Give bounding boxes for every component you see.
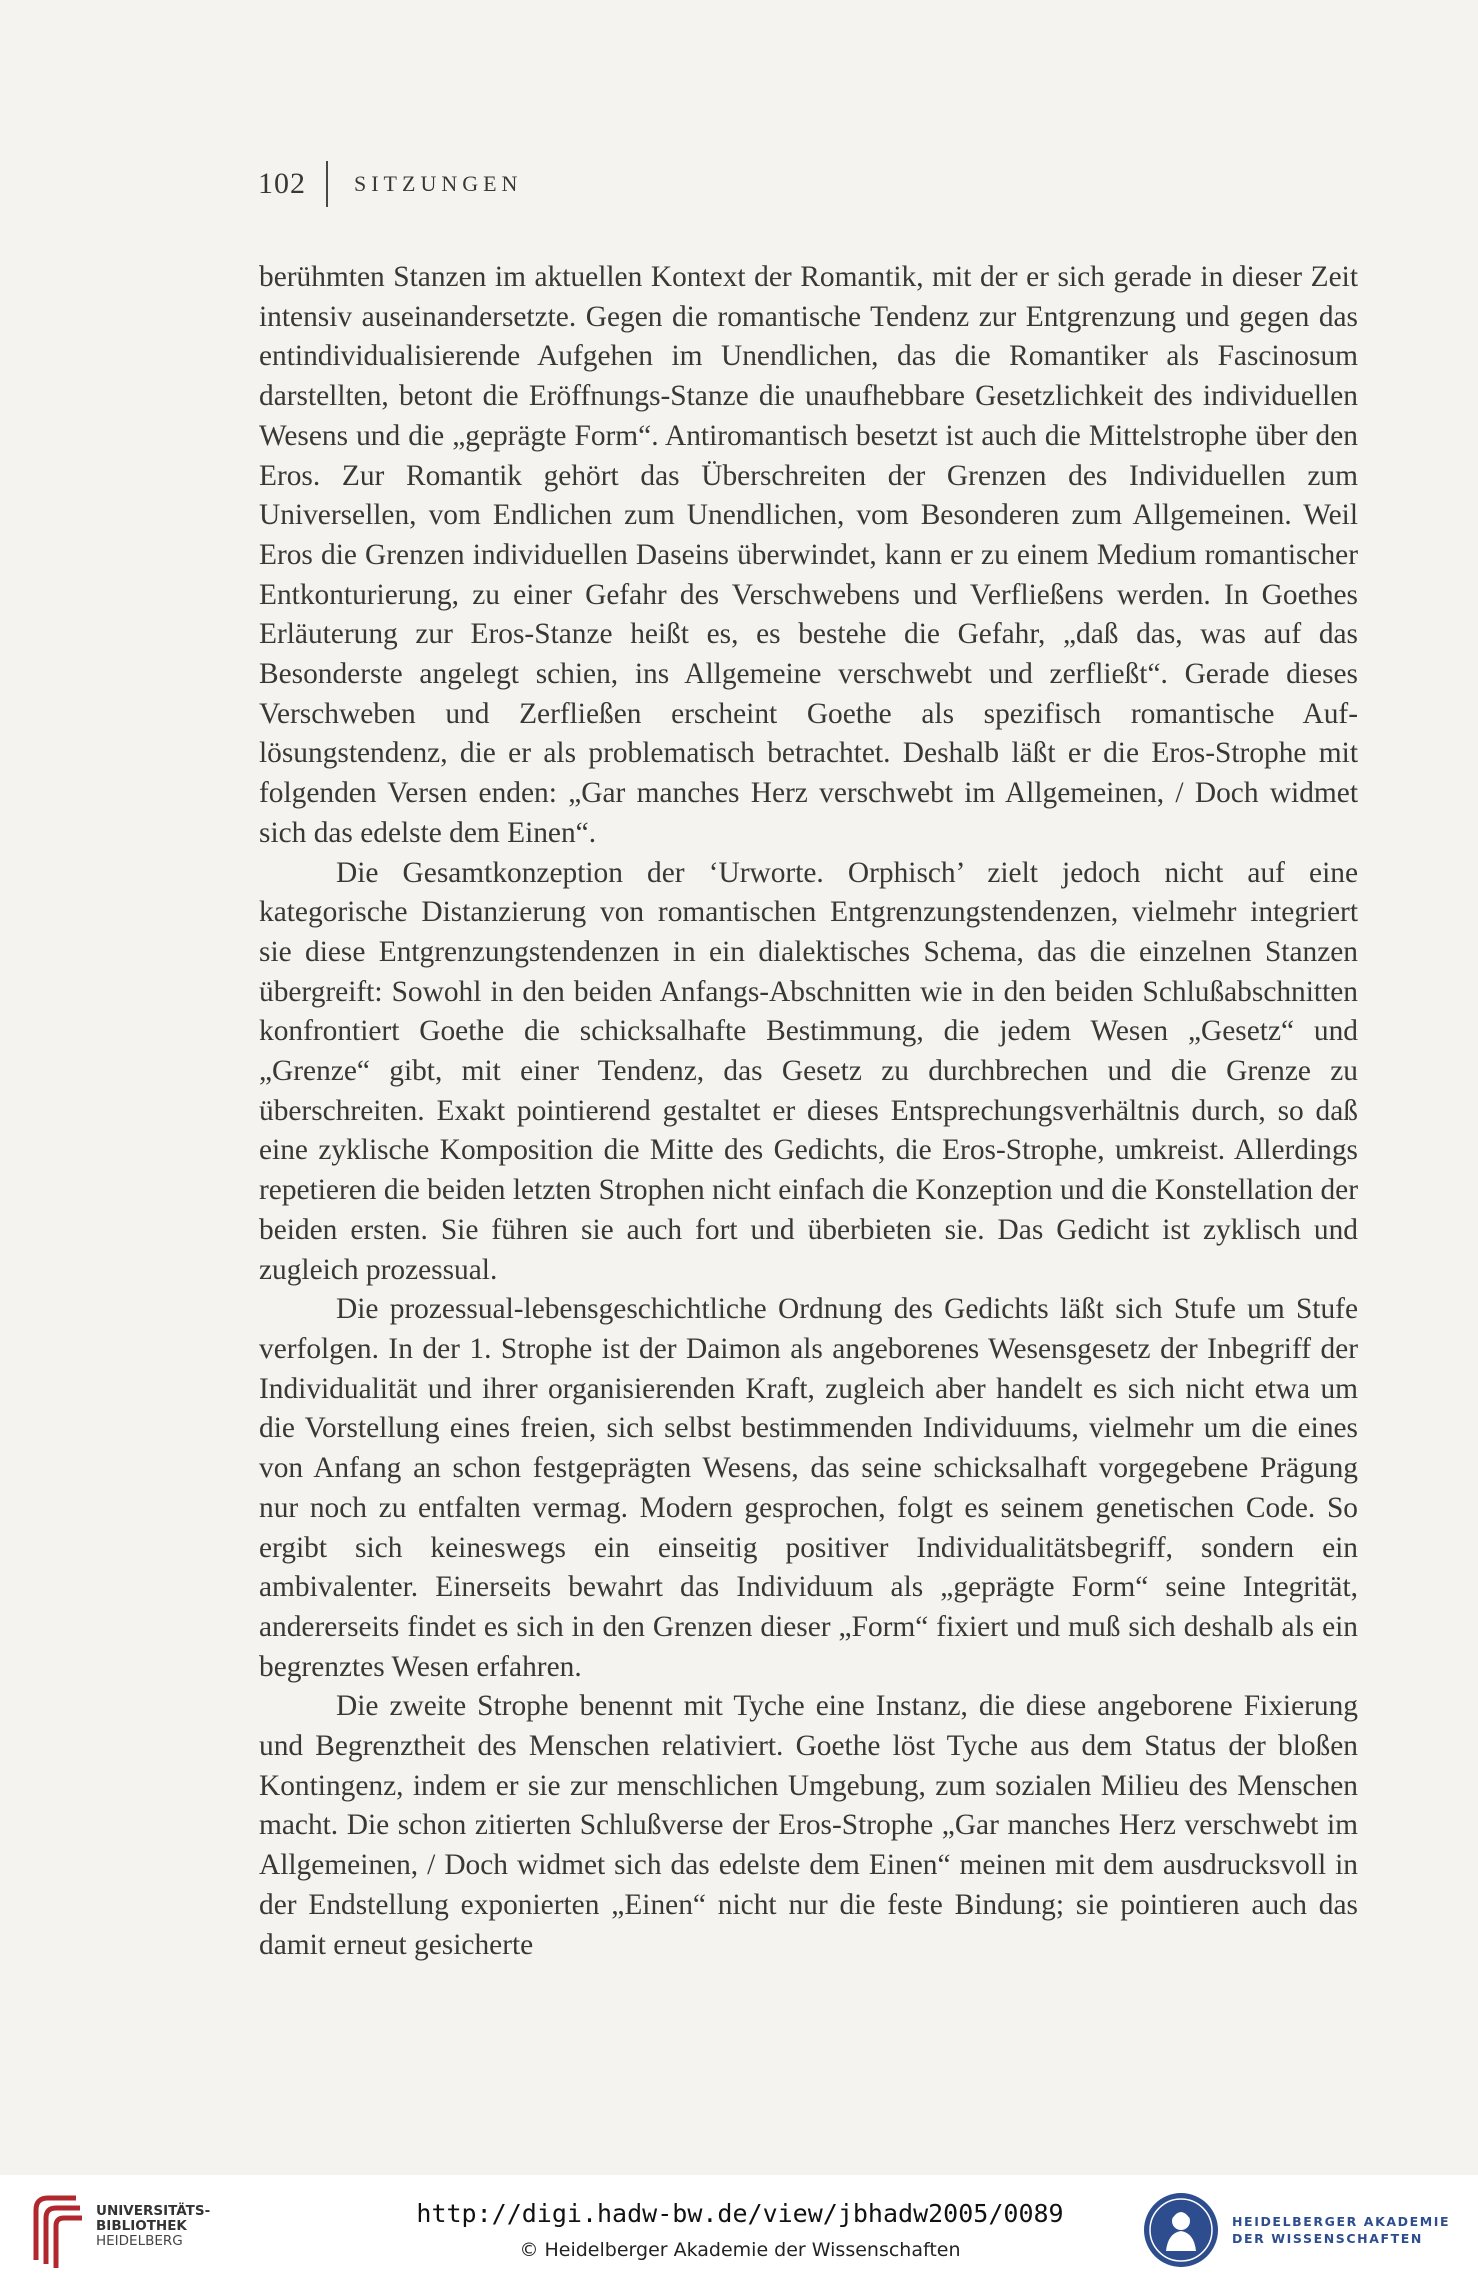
permalink-url[interactable]: http://digi.hadw-bw.de/view/jbhadw2005/0089 <box>416 2199 1064 2228</box>
library-name-line: UNIVERSITÄTS- <box>96 2203 211 2219</box>
library-name-line: BIBLIOTHEK <box>96 2218 187 2234</box>
body-text <box>259 258 1358 1965</box>
academy-name-line: DER WISSENSCHAFTEN <box>1232 2231 1423 2246</box>
academy-name-line: HEIDELBERGER AKADEMIE <box>1232 2214 1451 2229</box>
page-number: 102 <box>258 167 306 200</box>
digitization-footer <box>0 2175 1478 2282</box>
paragraph: Die prozessual-lebensgeschichtliche Ordnung des Gedichts läßt sich Stufe um Stufe verfolgen. In der 1. Strophe ist der Daimon als angeborenes Wesensgesetz der Inbegriff der Individualität und ihrer organisierenden Kraft, zugleich aber handelt es sich nicht etwa um die Vorstellung eines freien, sich selbst bestimmenden Individuums, vielmehr um die eines von Anfang an schon festgeprägten Wesens, das seine schicksalhaft vorgegebene Prägung nur noch zu entfalten vermag. Modern gesprochen, folgt es seinem genetischen Code. So ergibt sich keineswegs ein einseitig positiver Individualitätsbegriff, sondern ein ambivalenter. Einerseits bewahrt das Individuum als „geprägte Form“ seine Integrität, andererseits findet es sich in den Grenzen dieser „Form“ fixiert und muß sich deshalb als ein begrenztes Wesen erfahren. <box>259 1293 1358 1683</box>
library-name-line: HEIDELBERG <box>96 2233 183 2249</box>
academy-name <box>1232 2213 1450 2247</box>
page-header <box>258 164 522 204</box>
paragraph: Die Gesamtkonzeption der ‘Urworte. Orphisch’ zielt jedoch nicht auf eine kategorische Distanzierung von romantischen Entgrenzungstendenzen, vielmehr integriert sie diese Entgrenzungstendenzen in ein dialektisches Schema, das die einzelnen Stanzen übergreift: Sowohl in den beiden Anfangs-Abschnitten wie in den beiden Schlußabschnitten konfrontiert Goethe die schicksalhafte Bestimmung, die jedem Wesen „Gesetz“ und „Grenze“ gibt, mit einer Tendenz, das Gesetz zu durchbrechen und die Grenze zu überschreiten. Exakt pointierend gestaltet er dieses Entsprechungsverhältnis durch, so daß eine zyklische Komposition die Mitte des Gedichts, die Eros-Strophe, umkreist. Allerdings repetieren die beiden letzten Strophen nicht einfach die Konzeption und die Konstellation der beiden ersten. Sie führen sie auch fort und überbieten sie. Das Gedicht ist zyklisch und zugleich prozessual. <box>259 856 1358 1286</box>
header-divider <box>326 161 328 207</box>
university-library-logo-icon <box>30 2190 86 2270</box>
paragraph: Die zweite Strophe benennt mit Tyche eine Instanz, die diese angeborene Fixierung und Begrenztheit des Menschen relativiert. Goethe löst Tyche aus dem Status der bloßen Kontingenz, indem er sie zur menschlichen Umgebung, zum sozialen Milieu des Menschen macht. Die schon zitierten Schlußverse der Eros-Strophe „Gar manches Herz verschwebt im Allgemeinen, / Doch widmet sich das edelste dem Einen“ meinen mit dem ausdrucksvoll in der Endstellung exponierten „Einen“ nicht nur die feste Bindung; sie pointieren auch das damit erneut gesicherte <box>259 1690 1358 1961</box>
paragraph: berühmten Stanzen im aktuellen Kontext der Romantik, mit der er sich gerade in dieser Zeit intensiv auseinandersetzte. Gegen die romantische Tendenz zur Entgrenzung und gegen das entindividualisierende Aufgehen im Unendlichen, das die Romantiker als Fascinosum darstellten, betont die Eröffnungs-Stanze die unaufhebbare Gesetzlichkeit des individuellen Wesens und die „geprägte Form“. Antiromantisch besetzt ist auch die Mittelstrophe über den Eros. Zur Romantik gehört das Überschreiten der Grenzen des Individuellen zum Universellen, vom Endlichen zum Unendlichen, vom Besonderen zum Allgemeinen. Weil Eros die Grenzen individuellen Daseins überwindet, kann er zu einem Medium romantischer Entkonturierung, zu einer Gefahr des Verschwebens und Verfließens werden. In Goethes Erläuterung zur Eros-Stanze heißt es, es bestehe die Gefahr, „daß das, was auf das Besonderste angelegt schien, ins Allgemeine verschwebt und zerfließt“. Gerade dieses Verschweben und Zerfließen erscheint Goethe als spezifisch romantische Auflösungstendenz, die er als problematisch betrachtet. Deshalb läßt er die Eros-Strophe mit folgenden Versen enden: „Gar manches Herz verschwebt im Allgemeinen, / Doch widmet sich das edelste dem Einen“. <box>259 261 1358 849</box>
academy-seal-icon <box>1142 2191 1220 2269</box>
university-library-name <box>96 2204 210 2249</box>
running-head: SITZUNGEN <box>354 171 523 196</box>
copyright-notice: © Heidelberger Akademie der Wissenschaften <box>519 2239 961 2261</box>
